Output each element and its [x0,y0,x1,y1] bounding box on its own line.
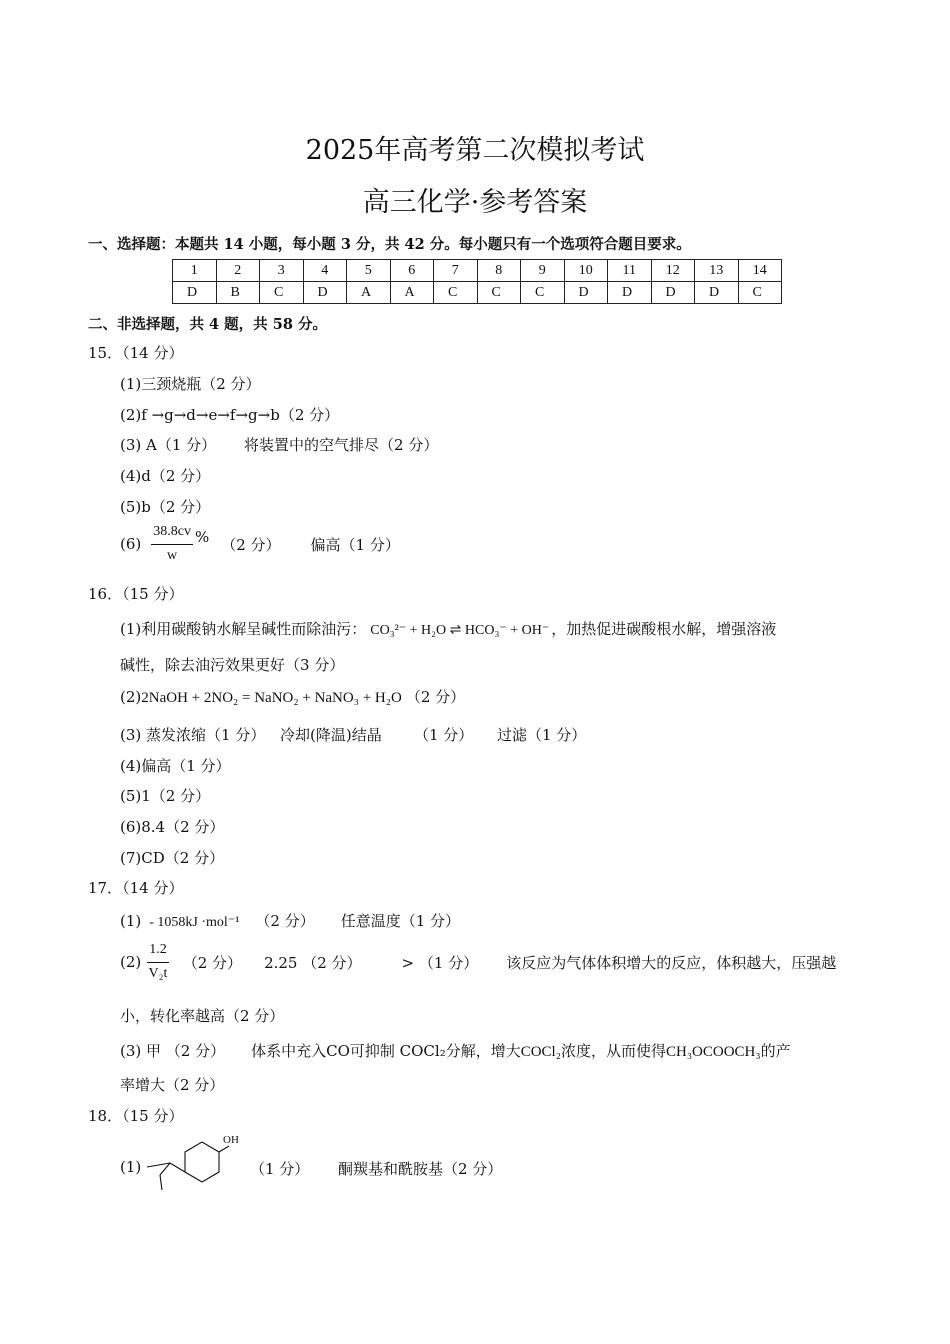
answer-table-number-cell: 4 [303,260,347,282]
q15-line4: (4)d（2 分） [120,467,211,485]
answer-table-answer-cell: A [390,282,434,304]
q16-line1-b: ，加热促进碳酸根水解，增强溶液 [551,620,777,638]
tert-butylcyclohexanol-structure-icon [142,1132,242,1194]
answer-table-answer-row [173,282,782,304]
answer-table-answer-cell: C [477,282,521,304]
q16-line1 [120,618,776,639]
q18-heading: 18．（15 分） [88,1107,184,1125]
q18-line1-prefix: (1) [120,1158,142,1176]
q17-line2-c: > （1 分） [401,953,479,972]
q16-line1-c: 碱性，除去油污效果更好（3 分） [120,656,345,674]
answer-table-answer-cell: D [695,282,739,304]
page-subtitle: 高三化学·参考答案 [362,187,588,218]
q16-line2-score: （2 分） [405,688,466,706]
answer-table [172,259,782,304]
q15-line5: (5)b（2 分） [120,498,211,516]
answer-table-answer-cell: D [173,282,217,304]
answer-table-number-cell: 12 [651,260,695,282]
q17-fraction-denominator: V₂t [148,965,168,981]
q15-percent: % [194,528,210,547]
q17-line2-e: 小，转化率越高（2 分） [120,1007,285,1025]
q17-fraction-numerator: 1.2 [147,942,169,963]
q15-line1: (1)三颈烧瓶（2 分） [120,375,261,393]
q17-line2-a: （2 分） [182,953,243,972]
page-title: 2025年高考第二次模拟考试 [305,135,645,166]
answer-table-answer-cell: C [521,282,565,304]
q17-line3-a: (3) 甲 （2 分） [120,1042,226,1060]
answer-table-number-cell: 2 [216,260,260,282]
q17-line1-score: （2 分） [255,912,315,930]
q15-fraction-denominator: w [167,547,178,563]
q16-line2 [120,686,465,707]
q16-equation2: 2NaOH + 2NO₂ = NaNO₂ + NaNO₃ + H₂O [141,690,402,706]
q17-line3 [120,1040,791,1061]
answer-table-answer-cell: A [347,282,391,304]
q16-heading: 16．（15 分） [88,585,184,603]
q17-line3-f: 的产 [760,1042,791,1060]
q15-line6 [120,524,400,565]
q16-line7: (7)CD（2 分） [120,849,225,867]
q15-line6-prefix: (6) [120,535,142,554]
q18-line1-a: （1 分） [250,1160,310,1178]
q16-line6: (6)8.4（2 分） [120,818,225,836]
q17-line1-prefix: (1) [120,912,142,930]
q17-line3-g: 率增大（2 分） [120,1076,225,1094]
answer-table-number-cell: 8 [477,260,521,282]
q16-line2-prefix: (2) [120,688,142,706]
section2-heading: 二、非选择题，共 4 题，共 58 分。 [88,316,327,333]
q17-line1-b: 任意温度（1 分） [340,912,461,930]
q15-line3a: (3) A（1 分） [120,436,217,454]
q16-line3a: (3) 蒸发浓缩（1 分） [120,726,266,744]
q16-line5: (5)1（2 分） [120,787,211,805]
answer-table-number-cell: 9 [521,260,565,282]
answer-table-number-cell: 13 [695,260,739,282]
q16-line3c: （1 分） [414,726,474,744]
q17-line3-b: 体系中充入CO可抑制 COCl₂分解，增大 [251,1042,521,1060]
q15-heading: 15．（14 分） [88,344,184,362]
answer-table-number-cell: 14 [738,260,782,282]
answer-table-answer-cell: D [608,282,652,304]
q16-line4: (4)偏高（1 分） [120,757,231,775]
q17-enthalpy: - 1058kJ ·mol⁻¹ [149,915,240,930]
answer-table-answer-cell: D [564,282,608,304]
answer-table-answer-cell: D [303,282,347,304]
q17-line2 [120,942,836,983]
answer-table-answer-cell: C [434,282,478,304]
answer-table-answer-cell: C [260,282,304,304]
q17-fraction [147,942,169,983]
answer-table-answer-cell: D [651,282,695,304]
oh-label: OH [223,1134,239,1146]
answer-table-number-cell: 1 [173,260,217,282]
q16-line1-a: (1)利用碳酸钠水解呈碱性而除油污： [120,620,367,638]
q15-line2: (2)f →g→d→e→f→g→b（2 分） [120,406,340,424]
answer-table-answer-cell: B [216,282,260,304]
answer-table-number-cell: 6 [390,260,434,282]
q17-line2-prefix: (2) [120,953,142,972]
q17-line3-e: CH₃OCOOCH₃ [665,1044,761,1060]
q16-line3b: 冷却(降温)结晶 [280,726,382,744]
q15-fraction [151,524,193,565]
answer-table-number-row [173,260,782,282]
q15-line3b: 将装置中的空气排尽（2 分） [244,436,439,454]
q17-heading: 17．（14 分） [88,879,184,897]
answer-table-number-cell: 11 [608,260,652,282]
answer-table-number-cell: 5 [347,260,391,282]
section1-heading: 一、选择题：本题共 14 小题，每小题 3 分，共 42 分。每小题只有一个选项符合题目要求。 [88,236,691,253]
q17-line3-d: 浓度，从而使得 [560,1042,666,1060]
q16-line3d: 过滤（1 分） [497,726,587,744]
answer-table-number-cell: 7 [434,260,478,282]
q15-line6-score: （2 分） [221,535,281,554]
answer-table-answer-cell: C [738,282,782,304]
q17-line1 [120,910,460,931]
q17-line2-d: 该反应为气体体积增大的反应，体积越大，压强越 [506,953,837,972]
q15-line6-b: 偏高（1 分） [310,535,400,554]
q17-line3-c: COCl₂ [520,1044,561,1060]
answer-table-number-cell: 10 [564,260,608,282]
q16-equation1: CO₃²⁻ + H₂O ⇌ HCO₃⁻ + OH⁻ [370,623,550,638]
q15-fraction-numerator: 38.8cv [151,524,193,545]
q18-line1-b: 酮羰基和酰胺基（2 分） [338,1160,503,1178]
answer-table-number-cell: 3 [260,260,304,282]
q17-line2-b: 2.25 （2 分） [264,953,362,972]
